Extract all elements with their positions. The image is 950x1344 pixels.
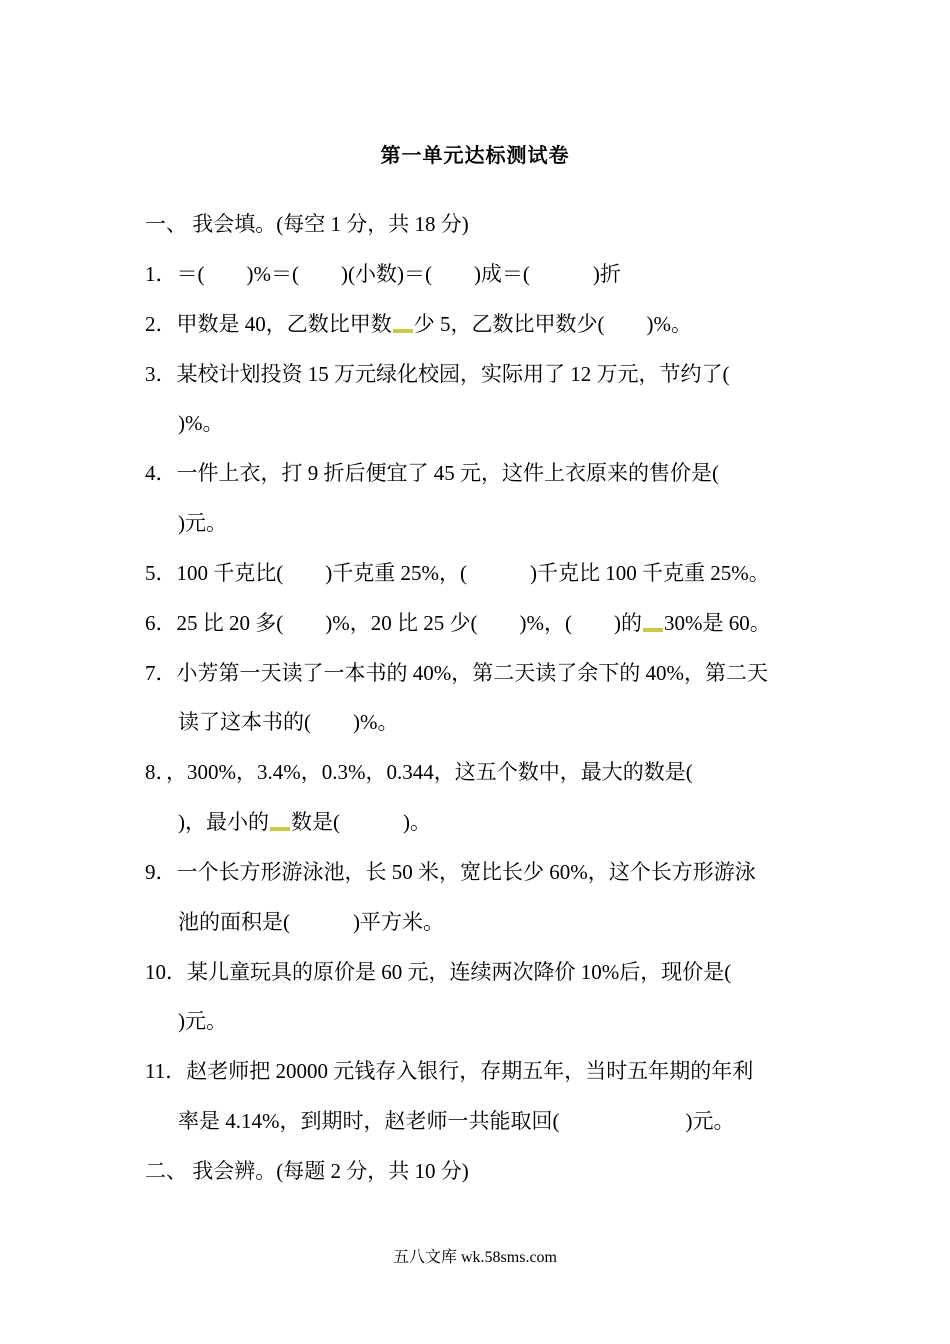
question-6 — [145, 608, 810, 638]
question-9-line-2: 池的面积是( )平方米。 — [178, 910, 444, 934]
question-9-line-1: 9．一个长方形游泳池，长 50 米，宽比长少 60%，这个长方形游泳 — [145, 860, 756, 884]
question-7-line-1: 7．小芳第一天读了一本书的 40%，第二天读了余下的 40%，第二天 — [145, 661, 768, 685]
question-11-line-1: 11．赵老师把 20000 元钱存入银行，存期五年，当时五年期的年利 — [145, 1059, 754, 1083]
question-2-part-a: 2．甲数是 40，乙数比甲数 — [145, 312, 392, 336]
highlight-mark — [643, 628, 663, 632]
question-8-line-1: 8．，300%，3.4%，0.3%，0.344，这五个数中，最大的数是( — [145, 760, 693, 784]
question-2-part-b: 少 5，乙数比甲数少( )%。 — [413, 312, 692, 336]
question-1: 1．＝( )%＝( )(小数)＝( )成＝( )折 — [145, 262, 621, 286]
question-6-part-b: 30%是 60。 — [663, 611, 771, 635]
question-11-line-2: 率是 4.14%，到期时，赵老师一共能取回( )元。 — [178, 1109, 735, 1133]
highlight-mark — [393, 329, 413, 333]
section-1-heading: 一、 我会填。(每空 1 分，共 18 分) — [145, 212, 469, 236]
question-4-line-1: 4．一件上衣，打 9 折后便宜了 45 元，这件上衣原来的售价是( — [145, 461, 719, 485]
section-2-heading: 二、 我会辨。(每题 2 分，共 10 分) — [145, 1159, 469, 1183]
question-8-line-2 — [178, 807, 843, 837]
question-3-line-1: 3．某校计划投资 15 万元绿化校园，实际用了 12 万元，节约了( — [145, 362, 730, 386]
question-2 — [145, 309, 810, 339]
highlight-mark — [270, 827, 290, 831]
question-4-line-2: )元。 — [178, 511, 227, 535]
question-3-line-2: )%。 — [178, 411, 224, 435]
question-6-part-a: 6．25 比 20 多( )%，20 比 25 少( )%，( )的 — [145, 611, 642, 635]
question-10-line-1: 10．某儿童玩具的原价是 60 元，连续两次降价 10%后，现价是( — [145, 960, 732, 984]
page-title: 第一单元达标测试卷 — [380, 145, 570, 167]
page-footer: 五八文库 wk.58sms.com — [392, 1249, 557, 1266]
question-7-line-2: 读了这本书的( )%。 — [178, 710, 399, 734]
question-8-part-a: )，最小的 — [178, 810, 269, 834]
question-8-part-b: 数是( )。 — [291, 810, 431, 834]
question-5: 5．100 千克比( )千克重 25%，( )千克比 100 千克重 25%。 — [145, 561, 770, 585]
question-10-line-2: )元。 — [178, 1009, 227, 1033]
